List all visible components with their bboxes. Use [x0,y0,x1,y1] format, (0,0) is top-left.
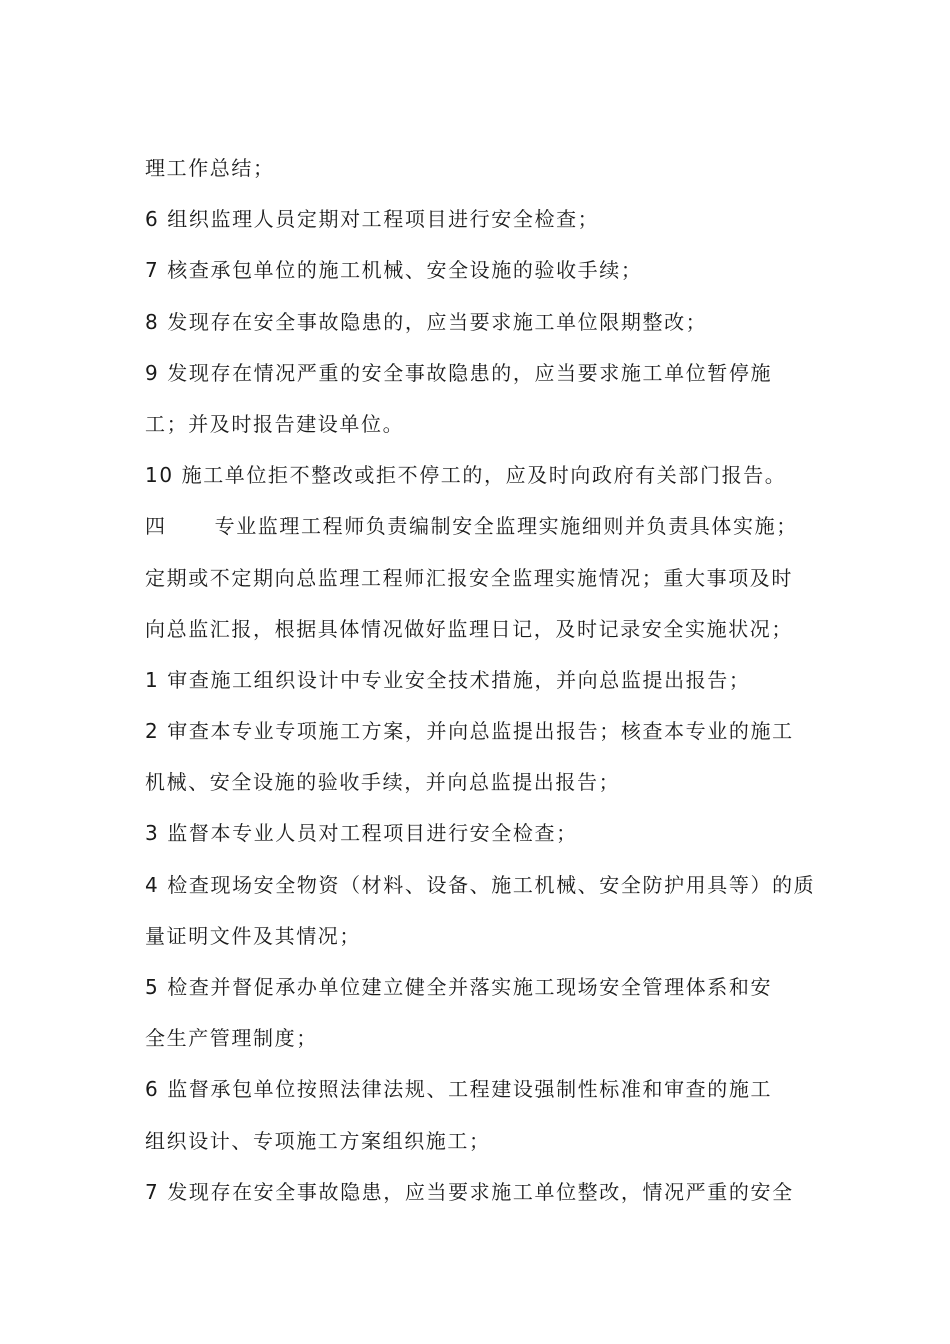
text-line: 量证明文件及其情况； [145,923,361,948]
list-item: 2 审查本专业专项施工方案，并向总监提出报告；核查本专业的施工 [145,719,794,744]
section-number: 四 [145,514,167,539]
text-line: 工；并及时报告建设单位。 [145,411,405,436]
list-item: 9 发现存在情况严重的安全事故隐患的，应当要求施工单位暂停施 [145,360,773,385]
list-item: 8 发现存在安全事故隐患的，应当要求施工单位限期整改； [145,309,708,334]
text-line: 机械、安全设施的验收手续，并向总监提出报告； [145,770,621,795]
document-body [145,148,815,1223]
text-line: 组织设计、专项施工方案组织施工； [145,1128,491,1153]
text-line: 向总监汇报，根据具体情况做好监理日记，及时记录安全实施状况； [145,616,793,641]
text-line: 理工作总结； [145,156,275,180]
text-line: 定期或不定期向总监理工程师汇报安全监理实施情况；重大事项及时 [145,565,793,590]
section-text: 专业监理工程师负责编制安全监理实施细则并负责具体实施； [214,514,798,539]
section-heading-line [145,506,815,557]
list-item: 10 施工单位拒不整改或拒不停工的，应及时向政府有关部门报告。 [145,463,787,488]
text-line: 全生产管理制度； [145,1026,318,1051]
list-item: 7 核查承包单位的施工机械、安全设施的验收手续； [145,258,643,283]
list-item: 6 组织监理人员定期对工程项目进行安全检查； [145,207,600,232]
list-item: 4 检查现场安全物资（材料、设备、施工机械、安全防护用具等）的质 [145,872,816,897]
list-item: 3 监督本专业人员对工程项目进行安全检查； [145,821,578,846]
list-item: 5 检查并督促承办单位建立健全并落实施工现场安全管理体系和安 [145,975,773,999]
list-item: 6 监督承包单位按照法律法规、工程建设强制性标准和审查的施工 [145,1077,773,1102]
list-item: 7 发现存在安全事故隐患，应当要求施工单位整改，情况严重的安全 [145,1179,794,1204]
list-item: 1 审查施工组织设计中专业安全技术措施，并向总监提出报告； [145,667,751,692]
